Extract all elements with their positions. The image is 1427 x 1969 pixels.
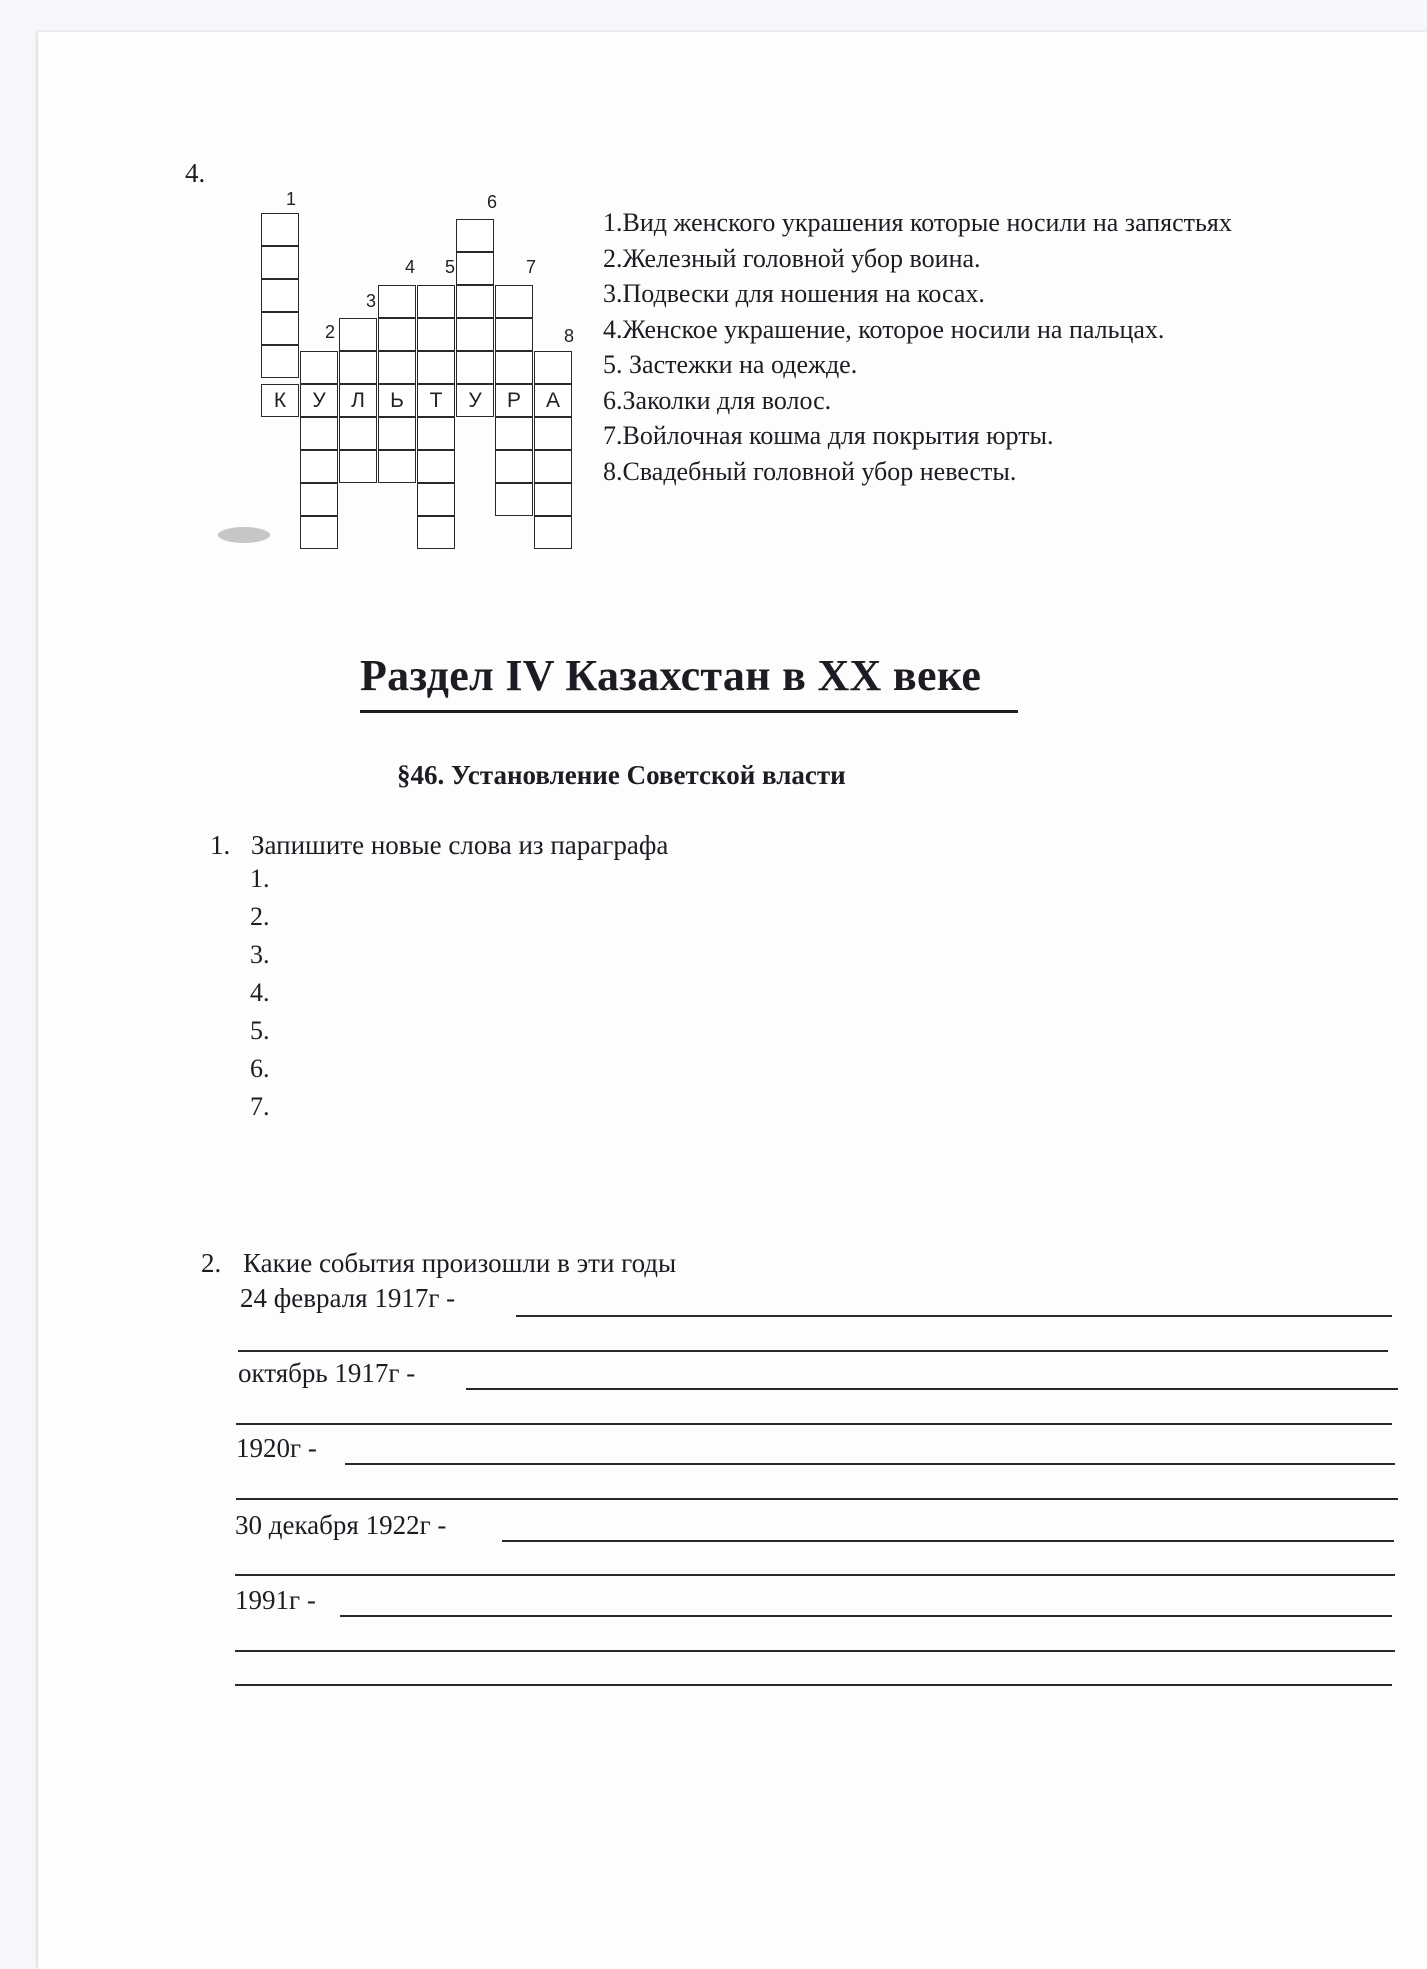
answer-line[interactable] bbox=[236, 1423, 1392, 1425]
crossword-cell[interactable] bbox=[534, 450, 572, 483]
task-number: 4. bbox=[185, 158, 206, 188]
crossword-cell[interactable] bbox=[300, 516, 338, 549]
crossword-clue-number: 4 bbox=[405, 257, 416, 277]
crossword-clue-number: 1 bbox=[286, 189, 297, 209]
answer-line[interactable] bbox=[238, 1350, 1388, 1352]
crossword-cell[interactable] bbox=[417, 483, 455, 516]
clue-item: 6.Заколки для волос. bbox=[603, 385, 832, 415]
crossword-cell[interactable] bbox=[495, 285, 533, 318]
answer-line[interactable] bbox=[235, 1574, 1395, 1576]
crossword-answer-cell: У bbox=[456, 384, 494, 417]
crossword-cell[interactable] bbox=[300, 417, 338, 450]
clue-item: 4.Женское украшение, которое носили на пальцах. bbox=[603, 314, 1165, 344]
answer-line[interactable] bbox=[236, 1498, 1398, 1500]
crossword-answer-cell: Л bbox=[339, 384, 377, 417]
list-item: 4. bbox=[250, 978, 270, 1007]
crossword-cell[interactable] bbox=[495, 417, 533, 450]
question1-text: Запишите новые слова из параграфа bbox=[251, 830, 669, 860]
crossword-cell[interactable] bbox=[456, 219, 494, 252]
crossword-cell[interactable] bbox=[378, 318, 416, 351]
clue-item: 3.Подвески для ношения на косах. bbox=[603, 279, 985, 308]
event-date-label: 1920г - bbox=[236, 1433, 317, 1463]
list-item: 7. bbox=[250, 1092, 270, 1121]
crossword-clue-number: 7 bbox=[526, 257, 537, 277]
crossword-answer-cell: Р bbox=[495, 384, 533, 417]
crossword-cell[interactable] bbox=[261, 345, 299, 378]
list-item: 2. bbox=[250, 902, 270, 931]
crossword-answer-cell: Ь bbox=[378, 384, 416, 417]
crossword-cell[interactable] bbox=[378, 417, 416, 450]
crossword-cell[interactable] bbox=[495, 351, 533, 384]
crossword-cell[interactable] bbox=[417, 417, 455, 450]
section-title-underline bbox=[360, 710, 1018, 713]
section-title: Раздел IV Казахстан в XX веке bbox=[360, 651, 982, 700]
crossword-clue-number: 6 bbox=[487, 192, 498, 212]
new-words-list bbox=[250, 860, 270, 1126]
answer-line[interactable] bbox=[340, 1615, 1392, 1617]
crossword-clue-number: 3 bbox=[366, 291, 377, 311]
answer-line[interactable] bbox=[466, 1388, 1398, 1390]
crossword-cell[interactable] bbox=[534, 417, 572, 450]
crossword-clue-number: 5 bbox=[445, 257, 456, 277]
crossword-clue-number: 2 bbox=[325, 322, 336, 342]
crossword-cell[interactable] bbox=[378, 285, 416, 318]
crossword-cell[interactable] bbox=[261, 213, 299, 246]
crossword-cell[interactable] bbox=[261, 312, 299, 345]
crossword-cell[interactable] bbox=[300, 450, 338, 483]
crossword-clues bbox=[603, 205, 1232, 489]
crossword-cell[interactable] bbox=[534, 351, 572, 384]
crossword-cell[interactable] bbox=[378, 351, 416, 384]
event-date-label: 1991г - bbox=[235, 1585, 316, 1615]
crossword-cell[interactable] bbox=[495, 450, 533, 483]
crossword-cell[interactable] bbox=[495, 318, 533, 351]
crossword-cell[interactable] bbox=[339, 318, 377, 351]
list-item: 6. bbox=[250, 1054, 270, 1083]
crossword-answer-cell: У bbox=[300, 384, 338, 417]
answer-line[interactable] bbox=[235, 1684, 1392, 1686]
crossword-cell[interactable] bbox=[339, 351, 377, 384]
crossword-cell[interactable] bbox=[300, 483, 338, 516]
clue-item: 5. Застежки на одежде. bbox=[603, 350, 858, 379]
question1-number: 1. bbox=[210, 830, 231, 860]
event-date-label: 24 февраля 1917г - bbox=[240, 1283, 456, 1313]
crossword-cell[interactable] bbox=[339, 417, 377, 450]
answer-line[interactable] bbox=[516, 1315, 1392, 1317]
crossword-cell[interactable] bbox=[534, 516, 572, 549]
crossword-cell[interactable] bbox=[417, 285, 455, 318]
crossword-answer-cell: К bbox=[261, 384, 299, 417]
answer-line[interactable] bbox=[235, 1650, 1395, 1652]
crossword-answer-cell: Т bbox=[417, 384, 455, 417]
event-date-label: 30 декабря 1922г - bbox=[235, 1510, 447, 1540]
answer-line[interactable] bbox=[502, 1540, 1394, 1542]
clue-item: 2.Железный головной убор воина. bbox=[603, 243, 981, 273]
paragraph-title: §46. Установление Советской власти bbox=[397, 760, 846, 790]
clue-item: 1.Вид женского украшения которые носили на запястьях bbox=[603, 208, 1232, 237]
clue-item: 7.Войлочная кошма для покрытия юрты. bbox=[603, 421, 1054, 450]
crossword-cell[interactable] bbox=[456, 252, 494, 285]
crossword-cell[interactable] bbox=[417, 450, 455, 483]
crossword-cell[interactable] bbox=[534, 483, 572, 516]
crossword-cell[interactable] bbox=[456, 351, 494, 384]
crossword-cell[interactable] bbox=[300, 351, 338, 384]
crossword-cell[interactable] bbox=[378, 450, 416, 483]
crossword-cell[interactable] bbox=[417, 318, 455, 351]
question2-text: Какие события произошли в эти годы bbox=[243, 1248, 677, 1278]
clue-item: 8.Свадебный головной убор невесты. bbox=[603, 456, 1017, 486]
list-item: 3. bbox=[250, 940, 270, 969]
crossword-answer-cell: А bbox=[534, 384, 572, 417]
crossword-cell[interactable] bbox=[495, 483, 533, 516]
crossword-cell[interactable] bbox=[456, 318, 494, 351]
crossword-cell[interactable] bbox=[261, 279, 299, 312]
list-item: 1. bbox=[250, 864, 270, 893]
crossword-cell[interactable] bbox=[417, 351, 455, 384]
event-date-label: октябрь 1917г - bbox=[238, 1358, 416, 1388]
answer-line[interactable] bbox=[345, 1463, 1395, 1465]
crossword-cell[interactable] bbox=[261, 246, 299, 279]
ink-smudge bbox=[218, 527, 270, 543]
crossword-cell[interactable] bbox=[417, 516, 455, 549]
question2-number: 2. bbox=[201, 1248, 222, 1278]
crossword-clue-number: 8 bbox=[564, 326, 575, 346]
crossword-cell[interactable] bbox=[339, 450, 377, 483]
list-item: 5. bbox=[250, 1016, 270, 1045]
crossword-cell[interactable] bbox=[456, 285, 494, 318]
